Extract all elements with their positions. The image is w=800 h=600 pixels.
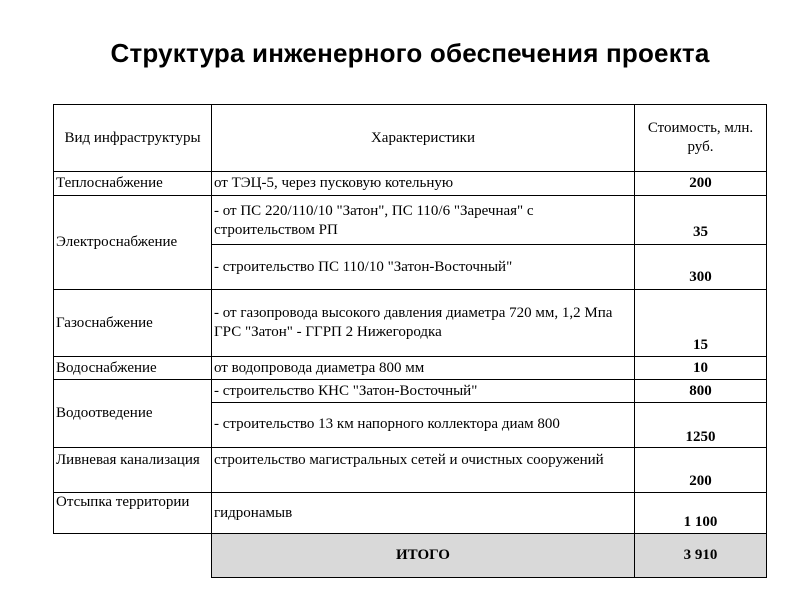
row-type-water: Водоснабжение xyxy=(54,357,212,380)
row-desc-sewer-2: - строительство 13 км напорного коллектора диам 800 xyxy=(212,403,635,448)
infrastructure-table xyxy=(53,104,767,578)
row-cost-gas: 15 xyxy=(635,290,767,357)
table-row xyxy=(54,380,767,403)
total-blank-cell xyxy=(54,534,212,578)
row-cost-water: 10 xyxy=(635,357,767,380)
header-characteristics: Характеристики xyxy=(212,105,635,172)
row-type-gas: Газоснабжение xyxy=(54,290,212,357)
header-cost: Стоимость, млн. руб. xyxy=(635,105,767,172)
row-desc-storm: строительство магистральных сетей и очистных сооружений xyxy=(212,448,635,493)
total-value: 3 910 xyxy=(635,534,767,578)
row-type-electric: Электроснабжение xyxy=(54,196,212,290)
row-cost-sewer-1: 800 xyxy=(635,380,767,403)
page-title: Структура инженерного обеспечения проекта xyxy=(110,38,710,68)
row-desc-heat: от ТЭЦ-5, через пусковую котельную xyxy=(212,172,635,196)
row-cost-electric-1: 35 xyxy=(635,196,767,245)
row-cost-storm: 200 xyxy=(635,448,767,493)
total-label: ИТОГО xyxy=(212,534,635,578)
row-desc-fill: гидронамыв xyxy=(212,493,635,534)
row-desc-water: от водопровода диаметра 800 мм xyxy=(212,357,635,380)
table-row xyxy=(54,196,767,245)
table-row xyxy=(54,448,767,493)
row-cost-electric-2: 300 xyxy=(635,245,767,290)
row-desc-sewer-1: - строительство КНС "Затон-Восточный" xyxy=(212,380,635,403)
row-type-fill: Отсыпка территории xyxy=(54,493,212,534)
table-row xyxy=(54,290,767,357)
row-desc-electric-1: - от ПС 220/110/10 "Затон", ПС 110/6 "Заречная" с строительством РП xyxy=(212,196,635,245)
row-desc-electric-2: - строительство ПС 110/10 "Затон-Восточный" xyxy=(212,245,635,290)
table-row xyxy=(54,357,767,380)
row-cost-heat: 200 xyxy=(635,172,767,196)
row-cost-sewer-2: 1250 xyxy=(635,403,767,448)
total-row xyxy=(54,534,767,578)
row-type-storm: Ливневая канализация xyxy=(54,448,212,493)
header-infrastructure-type: Вид инфраструктуры xyxy=(54,105,212,172)
row-cost-fill: 1 100 xyxy=(635,493,767,534)
row-type-sewer: Водоотведение xyxy=(54,380,212,448)
row-type-heat: Теплоснабжение xyxy=(54,172,212,196)
table-header-row xyxy=(54,105,767,172)
table-row xyxy=(54,172,767,196)
table-row xyxy=(54,493,767,534)
row-desc-gas: - от газопровода высокого давления диаметра 720 мм, 1,2 Мпа ГРС "Затон" - ГГРП 2 Нижегородка xyxy=(212,290,635,357)
